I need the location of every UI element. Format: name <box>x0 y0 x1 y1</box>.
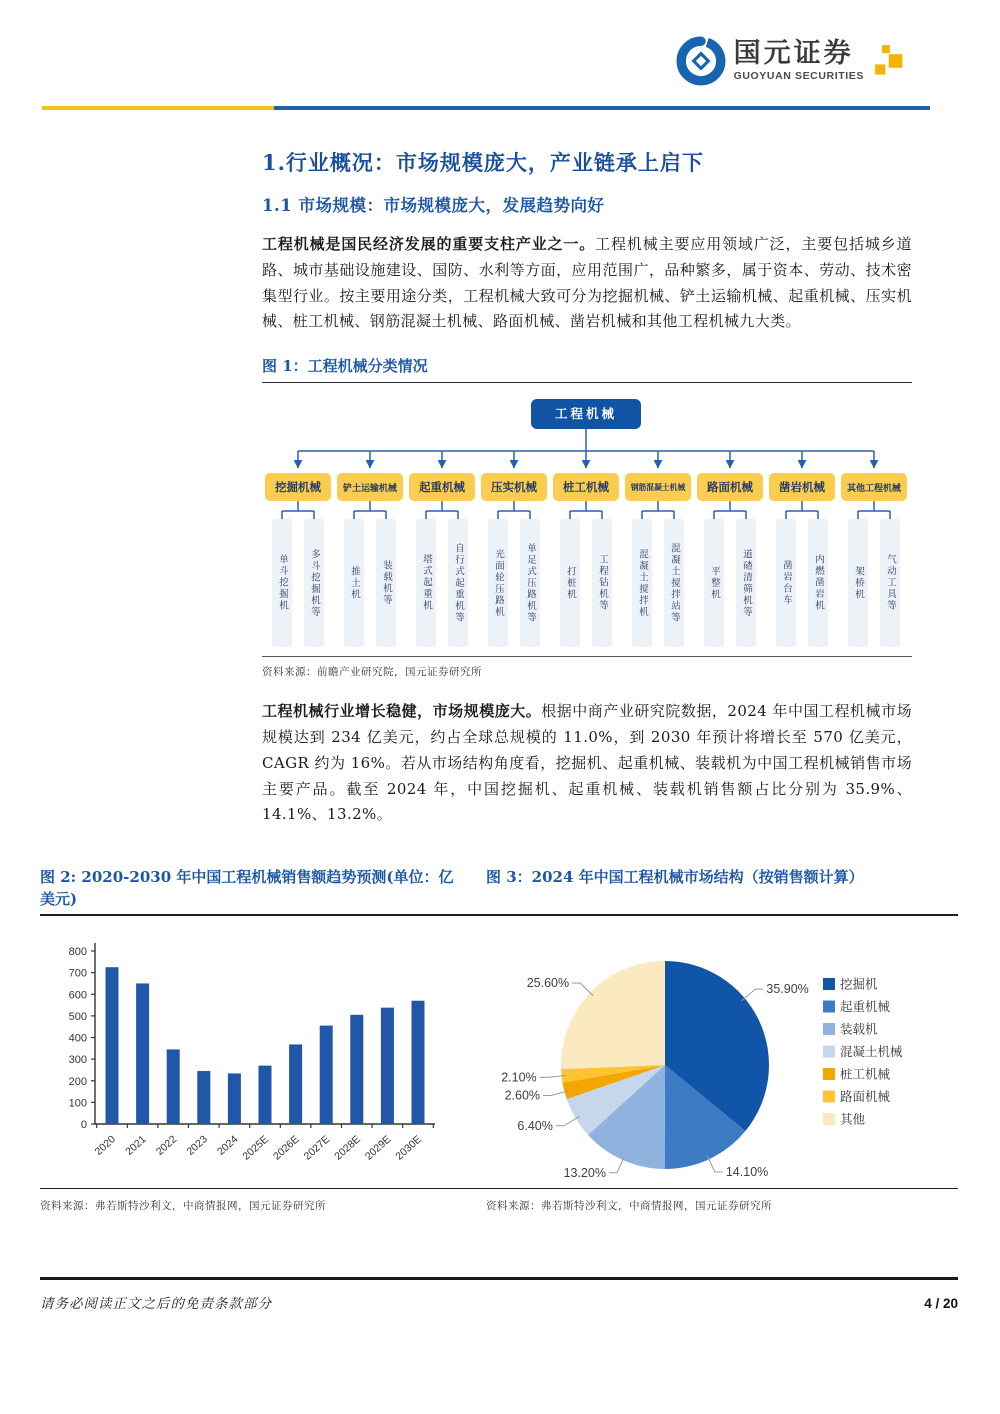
guoyuan-logo-icon <box>676 36 726 86</box>
diagram-leaf-node: 道碴清筛机等 <box>736 519 756 647</box>
legend-swatch-起重机械 <box>823 1001 835 1013</box>
figure1-source: 资料来源：前瞻产业研究院，国元证券研究所 <box>262 656 912 679</box>
x-axis-tick-label: 2027E <box>301 1133 333 1163</box>
diagram-leaf-node: 单斗挖掘机 <box>272 519 292 647</box>
legend-label: 桩工机械 <box>840 1066 891 1082</box>
paragraph-2 <box>262 699 912 828</box>
footer-disclaimer: 请务必阅读正文之后的免责条款部分 <box>40 1296 272 1312</box>
y-axis-tick-label: 400 <box>68 1032 87 1045</box>
y-axis-tick-label: 300 <box>68 1054 87 1067</box>
diagram-leaf-node: 装载机等 <box>376 519 396 647</box>
y-axis-tick-label: 0 <box>80 1119 87 1131</box>
bar-2022 <box>167 1049 180 1124</box>
legend-label: 挖掘机 <box>840 976 878 992</box>
diagram-leaf-node: 自行式起重机等 <box>448 519 468 647</box>
paragraph-2-lead: 工程机械行业增长稳健，市场规模庞大。 <box>262 702 542 721</box>
figure2-caption: 图 2: 2020-2030 年中国工程机械销售额趋势预测(单位：亿美元) <box>40 868 454 908</box>
legend-swatch-桩工机械 <box>823 1068 835 1080</box>
diagram-category-node: 挖掘机械 <box>265 473 331 501</box>
diagram-leaf-node: 内燃凿岩机 <box>808 519 828 647</box>
legend-label: 其他 <box>840 1111 866 1127</box>
diagram-leaf-node: 单足式压路机等 <box>520 519 540 647</box>
bar-2026E <box>289 1044 302 1124</box>
diagram-leaf-node: 光面轮压路机 <box>488 519 508 647</box>
figures-2-3-charts <box>40 916 958 1189</box>
diagram-category-node: 路面机械 <box>697 473 763 501</box>
y-axis-tick-label: 100 <box>68 1097 87 1110</box>
diagram-leaf-node: 多斗挖掘机等 <box>304 519 324 647</box>
diagram-leaf-node: 凿岩台车 <box>776 519 796 647</box>
bar-2029E <box>381 1008 394 1124</box>
diagram-leaf-node: 混凝土搅拌站等 <box>664 519 684 647</box>
subsection-title: 1.1 市场规模：市场规模庞大，发展趋势向好 <box>262 196 605 215</box>
page-number: 4 / 20 <box>924 1296 958 1311</box>
x-axis-tick-label: 2022 <box>153 1133 180 1158</box>
diagram-category-node: 钢筋混凝土机械 <box>625 473 691 501</box>
diagram-leaf-node: 打桩机 <box>560 519 580 647</box>
diagram-leaf-node: 推土机 <box>344 519 364 647</box>
section-title: 1.行业概况：市场规模庞大，产业链承上启下 <box>262 150 704 175</box>
divider-yellow-segment <box>42 106 274 110</box>
bar-2028E <box>350 1015 363 1124</box>
legend-swatch-挖掘机 <box>823 978 835 990</box>
legend-label: 起重机械 <box>840 999 891 1014</box>
figure2-source: 资料来源：弗若斯特沙利文，中商情报网，国元证券研究所 <box>40 1200 326 1212</box>
legend-swatch-装载机 <box>823 1023 835 1035</box>
bar-chart-svg <box>40 916 490 1188</box>
diagram-leaf-node: 架桥机 <box>848 519 868 647</box>
y-axis-tick-label: 600 <box>68 989 87 1002</box>
pie-label: 2.10% <box>501 1070 537 1085</box>
x-axis-tick-label: 2028E <box>332 1133 363 1163</box>
bar-2020 <box>106 967 119 1124</box>
pie-chart-svg <box>490 916 958 1188</box>
figures-2-3-block <box>40 866 958 1213</box>
figures-2-3-sources <box>40 1189 958 1213</box>
y-axis-tick-label: 800 <box>68 946 87 958</box>
bar-2027E <box>320 1026 333 1124</box>
diagram-leaf-node: 平整机 <box>704 519 724 647</box>
report-header <box>676 36 908 86</box>
x-axis-tick-label: 2020 <box>92 1133 119 1158</box>
bar-2021 <box>136 983 149 1124</box>
bar-2024 <box>228 1073 241 1124</box>
header-divider <box>42 106 930 110</box>
sales-trend-bar-chart <box>40 916 490 1188</box>
legend-label: 混凝土机械 <box>840 1044 903 1059</box>
x-axis-tick-label: 2023 <box>184 1133 210 1158</box>
diagram-category-node: 压实机械 <box>481 473 547 501</box>
pie-label: 2.60% <box>504 1088 541 1103</box>
market-structure-pie-chart <box>490 916 958 1188</box>
y-axis-tick-label: 200 <box>68 1075 87 1088</box>
pie-label: 14.10% <box>725 1164 769 1179</box>
legend-label: 路面机械 <box>840 1089 891 1104</box>
diagram-category-node: 铲土运输机械 <box>337 473 403 501</box>
logo-gold-squares-icon <box>874 44 908 78</box>
paragraph-1-rest: 工程机械主要应用领域广泛，主要包括城乡道路、城市基础设施建设、国防、水利等方面，应用范围广，品种繁多，属于资本、劳动、技术密集型行业。按主要用途分类，工程机械大致可分为挖掘机械、铲土运输机械、起重机械、压实机械、桩工机械、钢筋混凝土机械、路面机械、凿岩机械和其他工程机械九大类。 <box>262 235 912 331</box>
figure3-source: 资料来源：弗若斯特沙利文，中商情报网，国元证券研究所 <box>486 1200 772 1212</box>
y-axis-tick-label: 500 <box>68 1010 87 1023</box>
pie-label: 13.20% <box>563 1165 607 1180</box>
diagram-category-node: 凿岩机械 <box>769 473 835 501</box>
pie-label: 6.40% <box>517 1118 553 1133</box>
x-axis-tick-label: 2026E <box>271 1133 302 1163</box>
figure3-caption: 图 3：2024 年中国工程机械市场结构（按销售额计算） <box>486 868 864 886</box>
divider-blue-segment <box>274 106 930 110</box>
diagram-root-node: 工程机械 <box>531 399 641 429</box>
diagram-category-node: 桩工机械 <box>553 473 619 501</box>
paragraph-1 <box>262 232 912 335</box>
diagram-leaf-node: 气动工具等 <box>880 519 900 647</box>
legend-label: 装载机 <box>840 1021 878 1037</box>
diagram-leaf-node: 工程钻机等 <box>592 519 612 647</box>
diagram-category-node: 其他工程机械 <box>841 473 907 501</box>
x-axis-tick-label: 2030E <box>393 1133 425 1163</box>
paragraph-1-lead: 工程机械是国民经济发展的重要支柱产业之一。 <box>262 235 596 253</box>
main-content <box>262 148 912 828</box>
diagram-category-node: 起重机械 <box>409 473 475 501</box>
logo-cn: 国元证券 <box>733 38 854 69</box>
bar-2023 <box>197 1071 210 1124</box>
bar-2025E <box>259 1066 272 1124</box>
footer-divider <box>40 1277 958 1280</box>
bar-2030E <box>412 1001 425 1124</box>
footer <box>40 1292 958 1312</box>
x-axis-tick-label: 2025E <box>240 1133 272 1163</box>
pie-label: 25.60% <box>526 976 570 991</box>
logo-text <box>734 40 864 82</box>
figure1-classification-diagram <box>262 391 910 651</box>
pie-slice-其他 <box>561 961 665 1069</box>
figures-2-3-captions <box>40 866 958 916</box>
x-axis-tick-label: 2024 <box>215 1133 241 1158</box>
x-axis-tick-label: 2029E <box>362 1133 394 1163</box>
x-axis-tick-label: 2021 <box>123 1133 149 1158</box>
legend-swatch-其他 <box>823 1113 835 1125</box>
pie-label: 35.90% <box>766 982 809 997</box>
diagram-leaf-node: 塔式起重机 <box>416 519 436 647</box>
legend-swatch-路面机械 <box>823 1091 835 1103</box>
y-axis-tick-label: 700 <box>68 967 87 980</box>
diagram-leaf-node: 混凝土搅拌机 <box>632 519 652 647</box>
logo-en: GUOYUAN SECURITIES <box>733 70 864 83</box>
paragraph-2-rest: 根据中商产业研究院数据，2024 年中国工程机械市场规模达到 234 亿美元，约占全球总规模的 11.0%，到 2030 年预计将增长至 570 亿美元，CAGR 约为 16%。若从市场结构角度看，挖掘机、起重机械、装载机为中国工程机械销售市场主要产品。截至 2024 年，中国挖掘机、起重机械、装载机销售额占比分别为 35.9%、14.1%、13.2%。 <box>262 702 912 824</box>
legend-swatch-混凝土机械 <box>823 1046 835 1058</box>
figure1-caption: 图 1：工程机械分类情况 <box>262 355 912 383</box>
